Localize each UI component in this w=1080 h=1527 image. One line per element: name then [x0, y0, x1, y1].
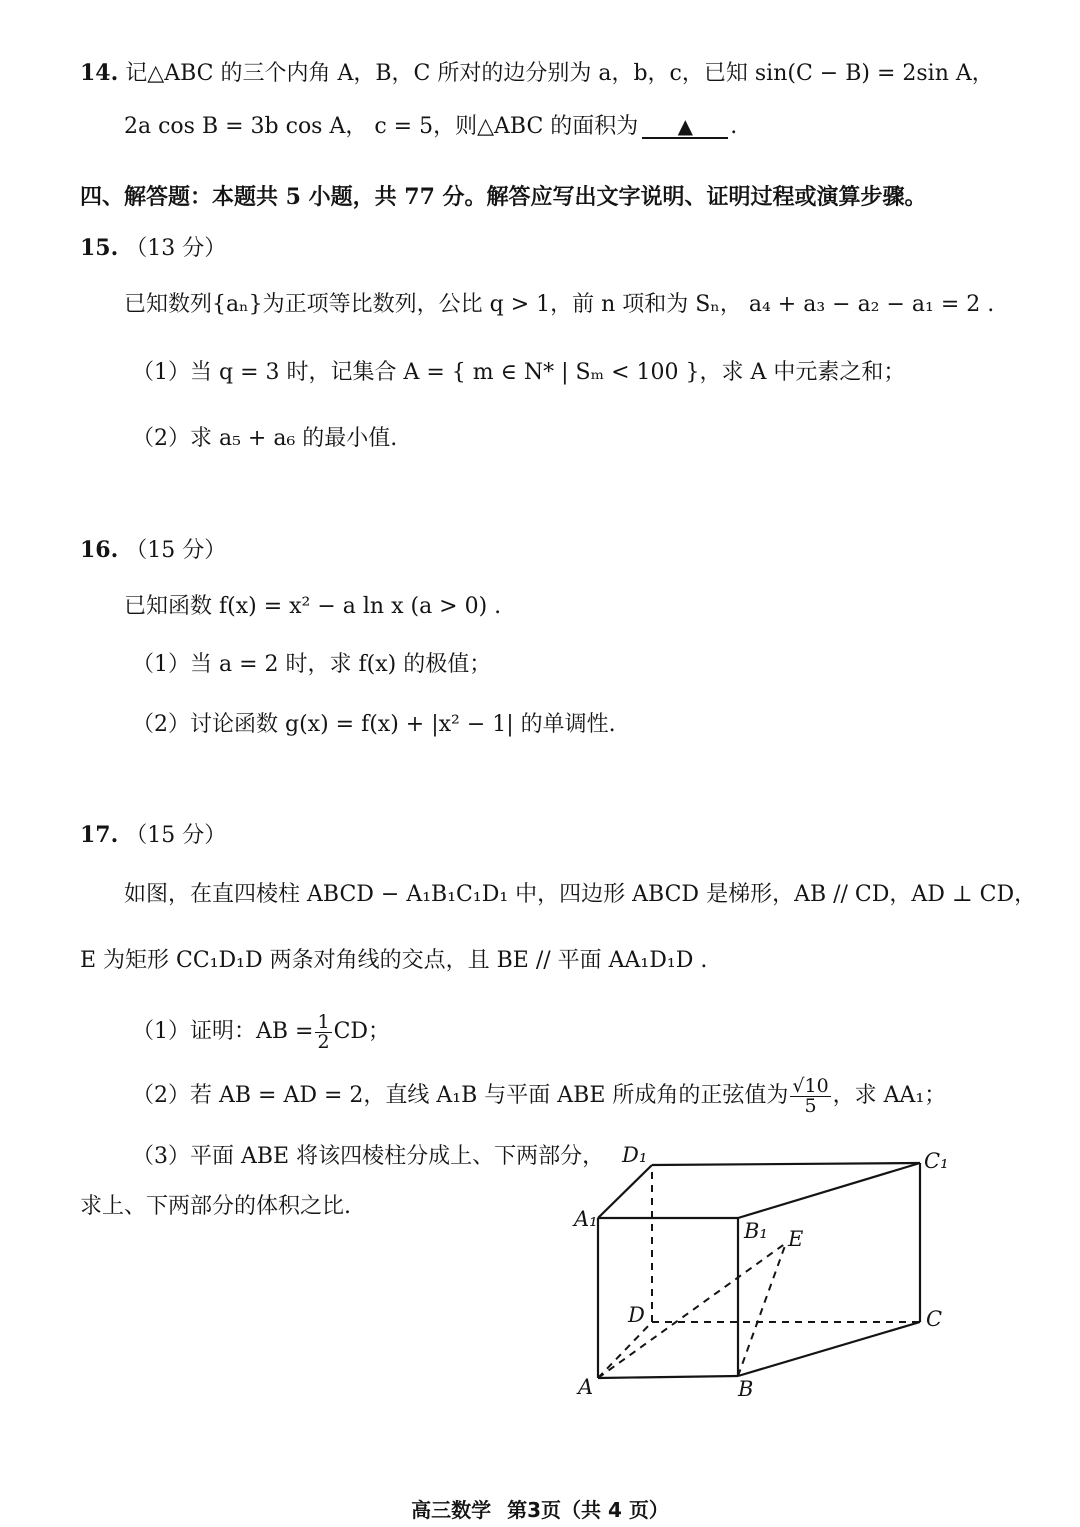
edge-B-C	[738, 1322, 920, 1376]
q16-points: （15 分）	[125, 538, 227, 563]
q16-header	[80, 535, 226, 566]
answer-blank	[642, 115, 728, 139]
q17-part2-pre: （2）若 AB = AD = 2，直线 A₁B 与平面 ABE 所成角的正弦值为	[132, 1083, 789, 1108]
label-D: D	[628, 1303, 645, 1327]
q15-stem: 已知数列{aₙ}为正项等比数列，公比 q > 1，前 n 项和为 Sₙ， a₄ + a₃ − a₂ − a₁ = 2 .	[124, 292, 995, 317]
triangle-mark-icon: ▲	[677, 114, 693, 138]
q15-part2: （2）求 a₅ + a₆ 的最小值.	[132, 426, 398, 451]
label-B1: B₁	[744, 1219, 768, 1243]
q16-stem: 已知函数 f(x) = x² − a ln x (a > 0) .	[124, 594, 502, 619]
q14-text-line2: 2a cos B = 3b cos A， c = 5，则△ABC 的面积为	[124, 114, 639, 139]
edge-B1-C1	[738, 1163, 920, 1218]
edge-D1-C1	[652, 1163, 920, 1165]
q14-number: 14.	[80, 60, 119, 86]
footer-subject: 高三数学	[411, 1498, 492, 1522]
q16-part2: （2）讨论函数 g(x) = f(x) + |x² − 1| 的单调性.	[132, 712, 616, 737]
q17-part3-line2: 求上、下两部分的体积之比.	[80, 1194, 351, 1219]
q14-text-line1: 记△ABC 的三个内角 A，B，C 所对的边分别为 a，b，c，已知 sin(C − B) = 2sin A，	[125, 61, 994, 86]
q15-points: （13 分）	[125, 236, 227, 261]
q17-part1-post: CD；	[333, 1019, 391, 1044]
label-E: E	[788, 1227, 804, 1251]
edge-A1-D1	[598, 1165, 652, 1218]
footer-page-number: 第3页（共 4 页）	[507, 1498, 669, 1522]
q17-number: 17.	[80, 822, 119, 848]
q14-line2	[124, 112, 737, 142]
page-footer	[0, 1494, 1080, 1523]
q15-part1: （1）当 q = 3 时，记集合 A = { m ∈ N* | Sₘ < 100 }，求 A 中元素之和；	[132, 360, 906, 385]
q17-stem2: E 为矩形 CC₁D₁D 两条对角线的交点，且 BE // 平面 AA₁D₁D .	[80, 948, 708, 973]
q14-text-line2-end: .	[730, 114, 738, 139]
label-C1: C₁	[924, 1149, 949, 1173]
q17-part1-pre: （1）证明：AB =	[132, 1019, 314, 1044]
q16-number: 16.	[80, 537, 119, 563]
edge-A-B	[598, 1376, 738, 1378]
q17-stem1: 如图，在直四棱柱 ABCD − A₁B₁C₁D₁ 中，四边形 ABCD 是梯形，AB // CD，AD ⊥ CD，	[124, 882, 1037, 907]
fraction-denominator: 2	[317, 1030, 330, 1053]
label-A: A	[578, 1375, 594, 1399]
fraction-numerator: √10	[792, 1074, 829, 1097]
q17-part2	[132, 1074, 946, 1118]
section4-heading: 四、解答题：本题共 5 小题，共 77 分。解答应写出文字说明、证明过程或演算步骤。	[80, 184, 927, 210]
q16-part1: （1）当 a = 2 时，求 f(x) 的极值；	[132, 652, 492, 677]
label-D1: D₁	[622, 1143, 648, 1167]
hidden-edge-B-E	[738, 1243, 786, 1376]
hidden-edge-A-E	[598, 1243, 786, 1378]
q15-header	[80, 233, 226, 264]
fraction-numerator: 1	[317, 1010, 330, 1033]
fraction-one-half	[315, 1010, 331, 1053]
label-C: C	[926, 1307, 943, 1331]
q14-line1	[80, 58, 994, 89]
hidden-edge-A-D	[598, 1322, 652, 1378]
label-B: B	[738, 1377, 754, 1401]
label-A1: A₁	[574, 1207, 598, 1231]
q17-points: （15 分）	[125, 823, 227, 848]
q15-number: 15.	[80, 235, 119, 261]
q17-part1	[132, 1010, 390, 1054]
q17-part3-line1: （3）平面 ABE 将该四棱柱分成上、下两部分，	[132, 1144, 605, 1169]
q17-part2-post: ，求 AA₁；	[832, 1083, 947, 1108]
fraction-denominator: 5	[804, 1094, 817, 1117]
fraction-sqrt10-over-5	[790, 1074, 830, 1117]
q17-header	[80, 820, 226, 851]
